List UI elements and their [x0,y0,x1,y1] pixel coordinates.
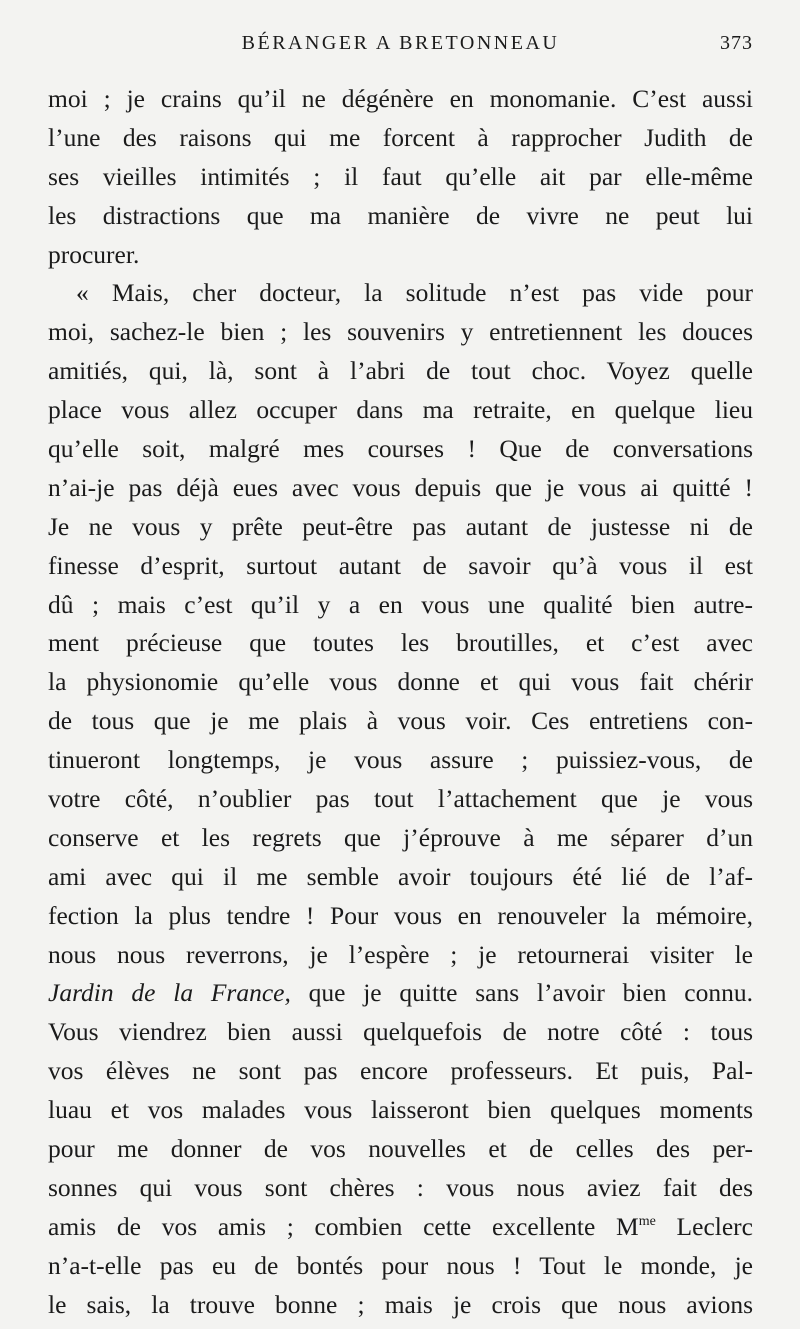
text-line: moi, sachez-le bien ; les souvenirs y entretiennent les douces [48,317,753,347]
text-line: qu’elle soit, malgré mes courses ! Que de conversations [48,434,753,464]
text-line: sonnes qui vous sont chères : vous nous aviez fait des [48,1172,753,1202]
text-line: l’une des raisons qui me forcent à rapprocher Judith de [48,122,753,152]
letter-text [48,80,753,1325]
text-line-with-italic [48,974,753,1013]
text-line: tinueront longtemps, je vous assure ; puissiez-vous, de [48,745,753,775]
text-line: Vous viendrez bien aussi quelquefois de notre côté : tous [48,1017,753,1047]
text-line: luau et vos malades vous laisseront bien quelques moments [48,1095,753,1125]
text-line: la physionomie qu’elle vous donne et qui vous fait chérir [48,667,753,697]
page-number: 373 [720,32,753,54]
page-header [48,30,753,64]
text-line: n’ai-je pas déjà eues avec vous depuis que je vous ai quitté ! [48,472,753,502]
text-line: ami avec qui il me semble avoir toujours été lié de l’af- [48,861,753,891]
text-line: dû ; mais c’est qu’il y a en vous une qualité bien autre- [48,589,753,619]
italic-phrase: Jardin de la France, [48,978,291,1008]
text-line: nous nous reverrons, je l’espère ; je retournerai visiter le [48,939,753,969]
text-line: pour me donner de vos nouvelles et de celles des per- [48,1134,753,1164]
running-title: BÉRANGER A BRETONNEAU [241,32,560,54]
line-start: amis de vos amis ; combien cette excellente M [48,1211,639,1241]
text-line: Je ne vous y prête peut-être pas autant de justesse ni de [48,511,753,541]
text-line: conserve et les regrets que j’éprouve à me séparer d’un [48,822,753,852]
text-line: fection la plus tendre ! Pour vous en renouveler la mémoire, [48,900,753,930]
text-line: votre côté, n’oublier pas tout l’attachement que je vous [48,784,753,814]
text-line: finesse d’esprit, surtout autant de savoir qu’à vous il est [48,550,753,580]
text-line: vos élèves ne sont pas encore professeurs. Et puis, Pal- [48,1056,753,1086]
line-end: Leclerc [655,1211,753,1241]
text-line: de tous que je me plais à vous voir. Ces entretiens con- [48,706,753,736]
text-line: procurer. [48,239,140,269]
text-line: ses vieilles intimités ; il faut qu’elle ait par elle-même [48,161,753,191]
text-line-with-superscript [48,1208,753,1247]
text-line: moi ; je crains qu’il ne dégénère en monomanie. C’est aussi [48,84,753,113]
text-line: le sais, la trouve bonne ; mais je crois que nous avions [48,1289,753,1319]
text-line: amitiés, qui, là, sont à l’abri de tout choc. Voyez quelle [48,356,753,386]
paragraph-start-line: « Mais, cher docteur, la solitude n’est pas vide pour [76,278,753,308]
text-line: les distractions que ma manière de vivre ne peut lui [48,200,753,230]
line-remainder: que je quitte sans l’avoir bien connu. [290,978,753,1008]
text-line: place vous allez occuper dans ma retraite, en quelque lieu [48,395,753,425]
text-line: n’a-t-elle pas eu de bontés pour nous ! Tout le monde, je [48,1250,753,1280]
text-line: ment précieuse que toutes les broutilles, et c’est avec [48,628,753,658]
superscript: me [638,1213,656,1229]
